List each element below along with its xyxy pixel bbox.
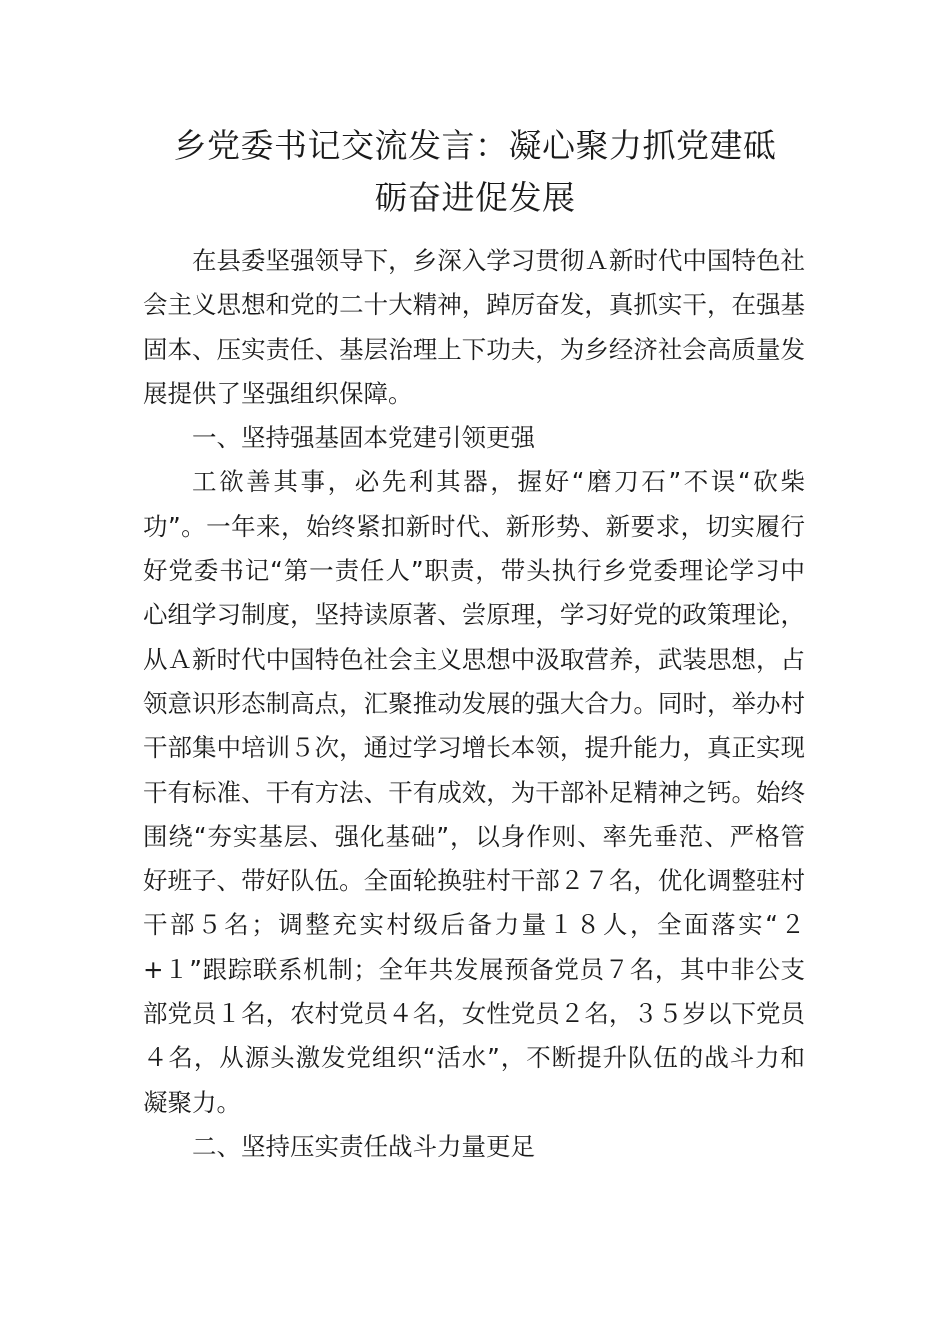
section-1-heading: 一、坚持强基固本党建引领更强	[192, 423, 535, 453]
intro-paragraph: 在县委坚强领导下，乡深入学习贯彻Ａ新时代中国特色社会主义思想和党的二十大精神，踔厉奋发，真抓实干，在强基固本、压实责任、基层治理上下功夫，为乡经济社会高质量发展提供了坚强组织保障。	[143, 246, 805, 408]
document-body	[143, 239, 805, 1169]
title-line-1: 乡党委书记交流发言：凝心聚力抓党建砥	[173, 126, 777, 165]
title-line-2: 砺奋进促发展	[374, 178, 576, 217]
section-2-heading: 二、坚持压实责任战斗力量更足	[192, 1131, 535, 1161]
document-title	[140, 120, 810, 224]
section-1-paragraph: 工欲善其事，必先利其器，握好“磨刀石”不误“砍柴功”。一年来，始终紧扣新时代、新形势、新要求，切实履行好党委书记“第一责任人”职责，带头执行乡党委理论学习中心组学习制度，坚持读原著、尝原理，学习好党的政策理论，从Ａ新时代中国特色社会主义思想中汲取营养，武装思想，占领意识形态制高点，汇聚推动发展的强大合力。同时，举办村干部集中培训５次，通过学习增长本领，提升能力，真正实现干有标准、干有方法、干有成效，为干部补足精神之钙。始终围绕“夯实基层、强化基础”，以身作则、率先垂范、严格管好班子、带好队伍。全面轮换驻村干部２７名，优化调整驻村干部５名；调整充实村级后备力量１８人，全面落实“２+１”跟踪联系机制；全年共发展预备党员７名，其中非公支部党员１名，农村党员４名，女性党员２名，３５岁以下党员４名，从源头激发党组织“活水”，不断提升队伍的战斗力和凝聚力。	[143, 467, 805, 1117]
